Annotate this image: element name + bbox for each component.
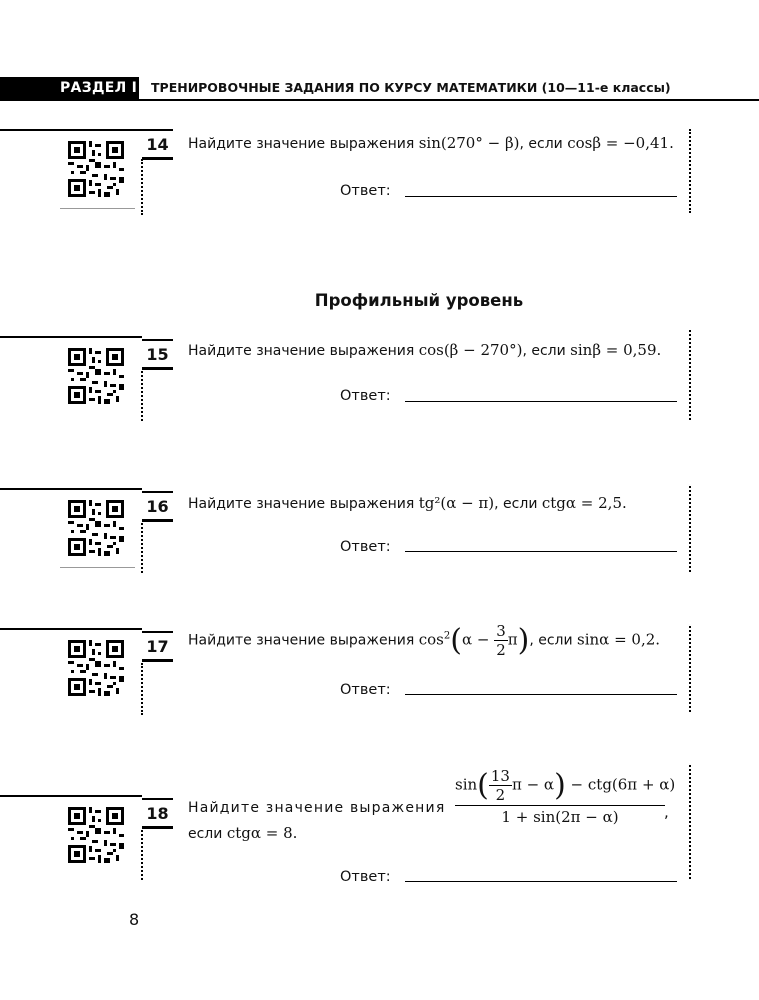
left-dotted-border xyxy=(141,830,143,880)
task-number: 18 xyxy=(142,798,173,829)
task-divider xyxy=(0,336,142,338)
answer-label: Ответ: xyxy=(340,388,391,404)
qr-code-icon xyxy=(68,141,124,197)
answer-field[interactable] xyxy=(405,401,677,402)
right-dotted-border xyxy=(689,129,691,213)
task-expression: sin(270° − β) xyxy=(418,134,520,152)
task-divider xyxy=(0,129,142,131)
section-header xyxy=(0,77,759,101)
answer-label: Ответ: xyxy=(340,183,391,199)
answer-label: Ответ: xyxy=(340,682,391,698)
answer-label: Ответ: xyxy=(340,539,391,555)
page-number: 8 xyxy=(129,910,140,929)
answer-label: Ответ: xyxy=(340,869,391,885)
task-number: 14 xyxy=(142,129,173,160)
qr-underline xyxy=(60,567,135,568)
fraction-numerator: sin( $\frac{13}{2}$ π − α) − ctg(6π + α) xyxy=(455,767,676,804)
task-18 xyxy=(0,767,759,900)
answer-field[interactable] xyxy=(405,196,677,197)
task-expression: cos(β − 270°) xyxy=(418,341,523,359)
fraction-denominator: 1 + sin(2π − α) xyxy=(501,808,619,826)
left-dotted-border xyxy=(141,159,143,215)
task-number: 17 xyxy=(142,631,173,662)
right-dotted-border xyxy=(689,330,691,420)
task-17 xyxy=(0,622,759,718)
level-subheading: Профильный уровень xyxy=(314,291,524,310)
qr-code-icon xyxy=(68,500,124,556)
task-condition: cosβ = −0,41. xyxy=(567,134,674,152)
qr-underline xyxy=(60,208,135,209)
right-dotted-border xyxy=(689,486,691,572)
task-14 xyxy=(0,129,759,219)
task-condition: ctgα = 2,5. xyxy=(541,494,627,512)
task-expression: $\cos^2(\alpha$ − $\frac{3}{2}$ π) xyxy=(418,622,530,659)
task-text: Найдите значение выражения $\cos^2(\alpha$ − $\frac{3}{2}$ π), если sinα = 0,2. xyxy=(188,622,661,659)
qr-code-icon xyxy=(68,348,124,404)
task-text: Найдите значение выражения xyxy=(188,800,446,816)
fraction-bar xyxy=(455,805,665,806)
qr-code-icon xyxy=(68,640,124,696)
answer-field[interactable] xyxy=(405,694,677,695)
task-condition: ctgα = 8. xyxy=(226,824,298,842)
task-divider xyxy=(0,795,142,797)
task-expression: tg²(α − π) xyxy=(418,494,495,512)
answer-field[interactable] xyxy=(405,551,677,552)
task-text: Найдите значение выражения sin(270° − β), если cosβ = −0,41. xyxy=(188,134,674,152)
task-text: Найдите значение выражения cos(β − 270°), если sinβ = 0,59. xyxy=(188,341,662,359)
task-divider xyxy=(0,488,142,490)
answer-field[interactable] xyxy=(405,881,677,882)
left-dotted-border xyxy=(141,371,143,421)
left-dotted-border xyxy=(141,663,143,715)
task-divider xyxy=(0,628,142,630)
task-text: Найдите значение выражения tg²(α − π), если ctgα = 2,5. xyxy=(188,494,627,512)
expression-comma: , xyxy=(664,803,669,821)
qr-code-icon xyxy=(68,807,124,863)
task-condition-line: если ctgα = 8. xyxy=(188,824,298,842)
task-expression xyxy=(455,767,676,826)
task-number: 16 xyxy=(142,491,173,522)
section-title: ТРЕНИРОВОЧНЫЕ ЗАДАНИЯ ПО КУРСУ МАТЕМАТИКИ (10—11-е классы) xyxy=(151,80,671,95)
section-label: РАЗДЕЛ I xyxy=(0,77,139,99)
task-15 xyxy=(0,336,759,426)
right-dotted-border xyxy=(689,765,691,879)
left-dotted-border xyxy=(141,523,143,573)
task-condition: sinα = 0,2. xyxy=(577,630,661,649)
task-condition: sinβ = 0,59. xyxy=(570,341,662,359)
task-number: 15 xyxy=(142,339,173,370)
task-16 xyxy=(0,488,759,578)
right-dotted-border xyxy=(689,626,691,712)
